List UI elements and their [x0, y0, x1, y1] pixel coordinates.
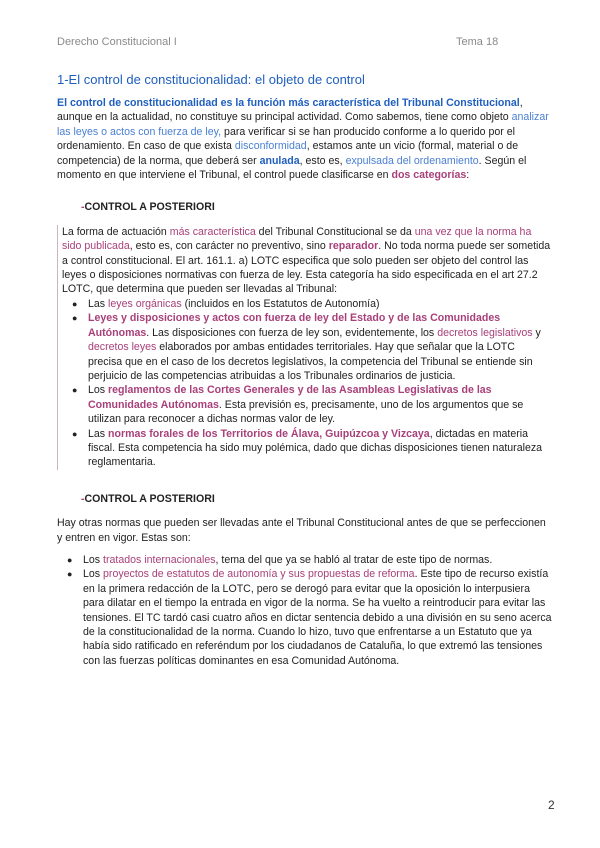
- list-item-run: Los: [83, 568, 104, 581]
- list-item-run: , dictadas en materia fiscal. Esta competencia ha sido muy polémica, dado que dichas disposiciones tienen naturaleza reglamentaria.: [88, 427, 543, 469]
- section1-paragraph-run: del Tribunal Constitucional se da: [255, 225, 415, 238]
- header-topic: Tema 18: [456, 36, 499, 48]
- list-item-run: decretos leyes: [88, 341, 157, 354]
- list-item-run: Los: [83, 553, 104, 566]
- bullet-icon: ●: [72, 298, 78, 309]
- intro-paragraph-run: . Según el momento en que interviene el Tribunal, el control puede clasificarse en: [57, 154, 527, 182]
- list-item-run: tratados internacionales: [103, 553, 216, 566]
- list-item-run: leyes orgánicas: [108, 297, 182, 310]
- intro-paragraph-run: , estamos ante un vicio (formal, material o de competencia) de la norma, que deberá ser: [57, 140, 519, 167]
- section2-heading-text: CONTROL A POSTERIORI: [84, 492, 215, 505]
- section1-paragraph-run: reparador: [328, 240, 379, 253]
- intro-paragraph-run: , esto es,: [299, 154, 346, 167]
- intro-paragraph-run: expulsada del ordenamiento: [345, 154, 479, 167]
- intro-paragraph-run: dos categorías: [391, 169, 467, 182]
- section1-paragraph-run: , esto es, con carácter no preventivo, sino: [129, 240, 329, 253]
- list-item-run: normas forales de los Territorios de Álava, Guipúzcoa y Vizcaya: [108, 427, 430, 440]
- intro-paragraph-run: disconformidad: [234, 140, 307, 153]
- section2-paragraph: Hay otras normas que pueden ser llevadas ante el Tribunal Constitucional antes de que se perfeccionen y entren en vigor. Estas son:: [57, 517, 546, 544]
- bullet-icon: ●: [67, 569, 73, 580]
- intro-paragraph: [57, 96, 552, 182]
- list-item: [72, 383, 552, 426]
- list-item-run: (incluidos en los Estatutos de Autonomía): [181, 297, 380, 310]
- intro-paragraph-run: para verificar si se han producido conforme a lo querido por el ordenamiento. En caso de que exista: [57, 125, 515, 153]
- list-item-run: Leyes y disposiciones y actos con fuerza de ley del Estado y de las Comunidades Autónomas: [88, 312, 501, 339]
- list-item: [67, 553, 552, 567]
- section1-paragraph-run: . No toda norma puede ser sometida a control constitucional. El art. 161.1. a) LOTC especifica que solo pueden ser objeto del control las leyes o disposiciones normativas con fuerza de ley. Esta categoría ha sido especificada en el art 27.2 LOTC, que determina que pueden ser llevadas al Tribunal:: [62, 240, 551, 296]
- bullet-icon: ●: [72, 428, 78, 439]
- list-item-run: , tema del que ya se habló al tratar de este tipo de normas.: [215, 553, 493, 566]
- list-item-run: y: [532, 326, 541, 339]
- section1-list: [62, 297, 552, 470]
- section1-heading-text: CONTROL A POSTERIORI: [84, 201, 215, 214]
- header-course: Derecho Constitucional I: [57, 36, 177, 48]
- section-title: 1-El control de constitucionalidad: el objeto de control: [57, 72, 365, 87]
- list-item: [72, 297, 552, 311]
- bullet-icon: ●: [72, 313, 78, 324]
- bullet-icon: ●: [72, 385, 78, 396]
- list-item: [72, 427, 552, 470]
- intro-paragraph-run: :: [466, 169, 470, 182]
- section1-paragraph-run: La forma de actuación: [62, 225, 170, 238]
- list-item-run: Los: [88, 384, 109, 397]
- intro-paragraph-run: , aunque en la actualidad, no constituye su principal actividad. Como sabemos, tiene como objeto: [57, 97, 523, 124]
- list-item-run: decretos legislativos: [437, 326, 533, 339]
- list-item-run: . Este tipo de recurso existía en la primera redacción de la LOTC, pero se derogó para evitar que la oposición lo interpusiera para dilatar en el tiempo la entrada en vigor de la norma. Se ha vuelto a reintroducir para evitar las tensiones. El TC tardó casi cuatro años en dictar sentencia debido a una división en su seno acerca de la constitucionalidad de la norma. Cuando lo hizo, tuvo que enfrentarse a un Estatuto que ya había sido ratificado en referéndum por los ciudadanos de Cataluña, lo que extremó las tensiones con las fuerzas políticas dominantes en esa Comunidad Autónoma.: [83, 568, 552, 667]
- section1-paragraph: [62, 225, 552, 297]
- section1-paragraph-run: una vez que la norma ha sido publicada: [62, 225, 532, 253]
- list-item-run: elaborados por ambas entidades territoriales. Hay que señalar que la LOTC precisa que en el caso de los decretos legislativos, la competencia del Tribunal se entiende sin perjuicio de las competencias atribuidas a los Tribunales ordinarios de justicia.: [88, 341, 533, 382]
- list-item: [72, 311, 552, 383]
- section1-paragraph-run: más característica: [169, 225, 256, 238]
- list-item-run: . Esta previsión es, precisamente, uno de los argumentos que se utilizan para reconocer a dichas normas valor de ley.: [88, 398, 524, 426]
- section1-dash: -: [81, 201, 85, 214]
- list-item-run: Las: [88, 297, 109, 310]
- list-item-run: Las: [88, 427, 109, 440]
- list-item-run: . Las disposiciones con fuerza de ley son, evidentemente, los: [146, 326, 438, 339]
- section2-heading: [81, 492, 552, 506]
- document-body: [57, 72, 552, 668]
- intro-paragraph-run: analizar las leyes o actos con fuerza de ley,: [57, 111, 549, 138]
- intro-paragraph-run: anulada: [259, 154, 300, 167]
- section1-heading: [81, 200, 552, 214]
- section2-list: [57, 553, 552, 668]
- intro-paragraph-run: El control de constitucionalidad es la función más característica del Tribunal Constitucional: [57, 97, 520, 109]
- bullet-icon: ●: [67, 554, 73, 565]
- section1-block: [57, 225, 552, 470]
- list-item: [67, 567, 552, 668]
- list-item-run: reglamentos de las Cortes Generales y de las Asambleas Legislativas de las Comunidades Autónomas: [88, 384, 492, 411]
- list-item-run: proyectos de estatutos de autonomía y sus propuestas de reforma: [103, 568, 415, 581]
- section2-dash: -: [81, 492, 85, 505]
- page-number: 2: [548, 798, 555, 812]
